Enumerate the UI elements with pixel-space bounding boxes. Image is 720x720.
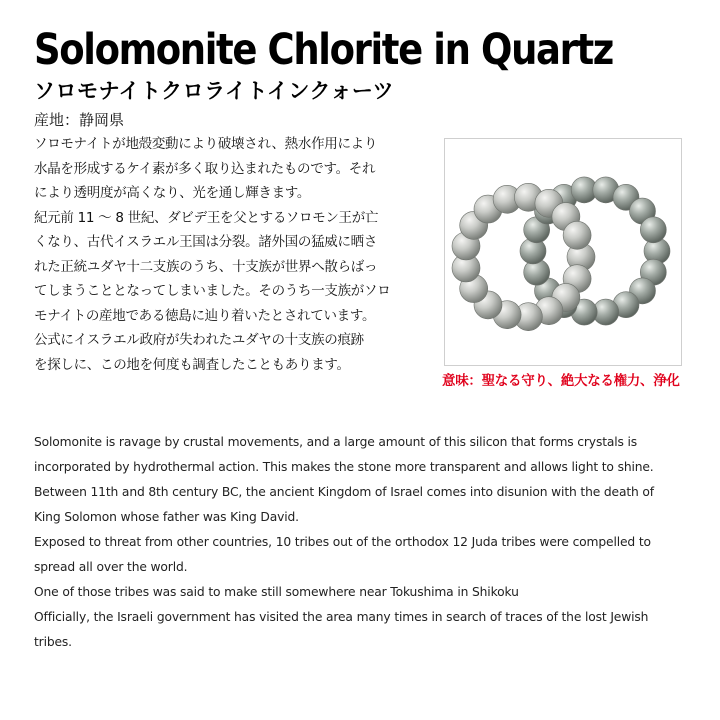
jp-line: ソロモナイトが地殻変動により破壊され、熱水作用により [34, 136, 378, 152]
jp-line: モナイトの産地である徳島に辿り着いたとされています。 [34, 307, 376, 324]
en-line: spread all over the world. [34, 560, 188, 574]
bracelet-photo [444, 138, 682, 366]
en-line: Exposed to threat from other countries, 10 tribes out of the orthodox 12 Juda tribes were compelled to [34, 535, 651, 549]
en-line: One of those tribes was said to make still somewhere near Tokushima in Shikoku [34, 585, 519, 599]
en-line: King Solomon whose father was King David. [34, 510, 299, 524]
bracelet-illustration [445, 139, 681, 365]
jp-line: てしまうこととなってしまいました。そのうち一支族がソロ [34, 283, 391, 299]
en-line: Officially, the Israeli government has visited the area many times in search of traces of the lost Jewish [34, 610, 649, 624]
bead [640, 217, 666, 243]
en-line: Between 11th and 8th century BC, the ancient Kingdom of Israel comes into disunion with the death of [34, 485, 654, 499]
jp-line: 紀元前 11 ～ 8 世紀、ダビデ王を父とするソロモン王が亡 [34, 209, 379, 226]
meaning-label: 意味：聖なる守り、絶大なる権力、浄化 [442, 373, 680, 389]
en-line: tribes. [34, 635, 72, 649]
jp-line: により透明度が高くなり、光を通し輝きます。 [34, 185, 311, 201]
jp-line: 水晶を形成するケイ素が多く取り込まれたものです。それ [34, 160, 376, 177]
jp-line: を探しに、この地を何度も調査したこともあります。 [34, 356, 350, 373]
english-description [34, 430, 694, 655]
en-line: incorporated by hydrothermal action. This makes the stone more transparent and allows light to shine. [34, 460, 654, 474]
bead [563, 221, 591, 249]
page-title: Solomonite Chlorite in Quartz [34, 25, 613, 75]
origin-label: 産地：静岡県 [34, 111, 125, 129]
jp-line: くなり、古代イスラエル王国は分裂。諸外国の猛威に晒さ [34, 234, 378, 250]
japanese-description [34, 132, 424, 377]
jp-line: れた正統ユダヤ十二支族のうち、十支族が世界へ散らばっ [34, 258, 378, 275]
page-subtitle-katakana: ソロモナイトクロライトインクォーツ [34, 79, 395, 103]
en-line: Solomonite is ravage by crustal movements, and a large amount of this silicon that forms crystals is [34, 435, 638, 449]
jp-line: 公式にイスラエル政府が失われたユダヤの十支族の痕跡 [34, 332, 364, 348]
